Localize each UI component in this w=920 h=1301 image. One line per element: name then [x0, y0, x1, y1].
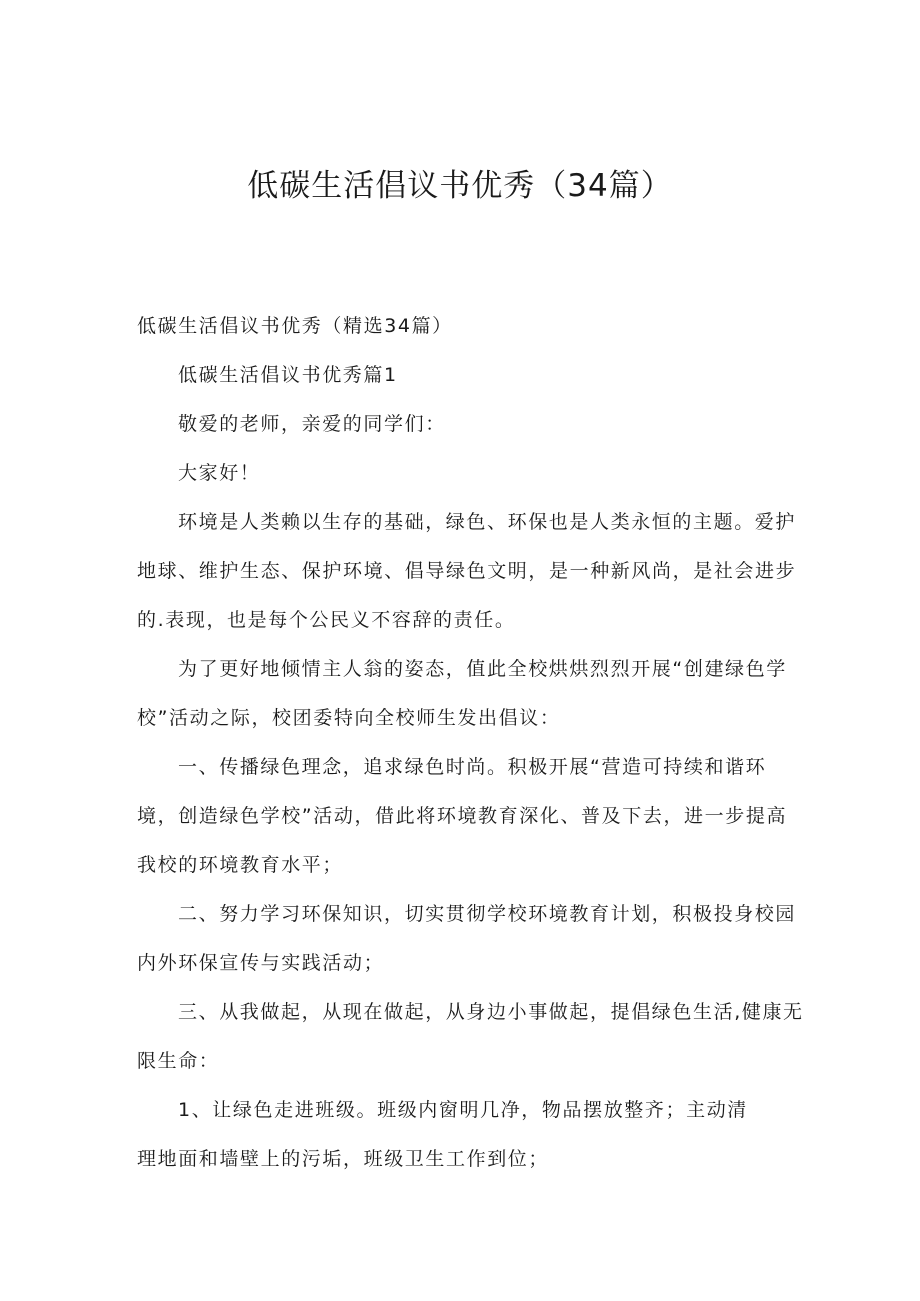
proposal-3-line-1: 三、从我做起，从现在做起，从身边小事做起，提倡绿色生活,健康无: [178, 1001, 804, 1023]
proposal-1-line-2: 境，创造绿色学校”活动，借此将环境教育深化、普及下去，进一步提高: [137, 805, 788, 827]
paragraph-1-line-3: 的.表现，也是每个公民义不容辞的责任。: [137, 609, 516, 631]
item-1-line-2: 理地面和墙壁上的污垢，班级卫生工作到位；: [137, 1148, 550, 1170]
proposal-1-line-1: 一、传播绿色理念，追求绿色时尚。积极开展“营造可持续和谐环: [178, 756, 767, 778]
proposal-3-line-2: 限生命：: [137, 1050, 220, 1072]
item-1-line-1: 1、让绿色走进班级。班级内窗明几净，物品摆放整齐；主动清: [178, 1099, 748, 1121]
section-heading: 低碳生活倡议书优秀篇1: [178, 364, 398, 386]
paragraph-2-line-1: 为了更好地倾情主人翁的姿态，值此全校烘烘烈烈开展“创建绿色学: [178, 658, 787, 680]
proposal-2-line-2: 内外环保宣传与实践活动；: [137, 952, 385, 974]
paragraph-1-line-2: 地球、维护生态、保护环境、倡导绿色文明，是一种新风尚，是社会进步: [137, 560, 797, 582]
subtitle-line: 低碳生活倡议书优秀（精选34篇）: [137, 315, 453, 337]
document-title: 低碳生活倡议书优秀（34篇）: [247, 168, 673, 204]
proposal-2-line-1: 二、努力学习环保知识，切实贯彻学校环境教育计划，积极投身校园: [178, 903, 797, 925]
greeting: 大家好！: [178, 462, 261, 484]
proposal-1-line-3: 我校的环境教育水平；: [137, 854, 344, 876]
paragraph-1-line-1: 环境是人类赖以生存的基础，绿色、环保也是人类永恒的主题。爱护: [178, 511, 797, 533]
paragraph-2-line-2: 校”活动之际，校团委特向全校师生发出倡议：: [137, 707, 561, 729]
salutation: 敬爱的老师，亲爱的同学们：: [178, 413, 446, 435]
